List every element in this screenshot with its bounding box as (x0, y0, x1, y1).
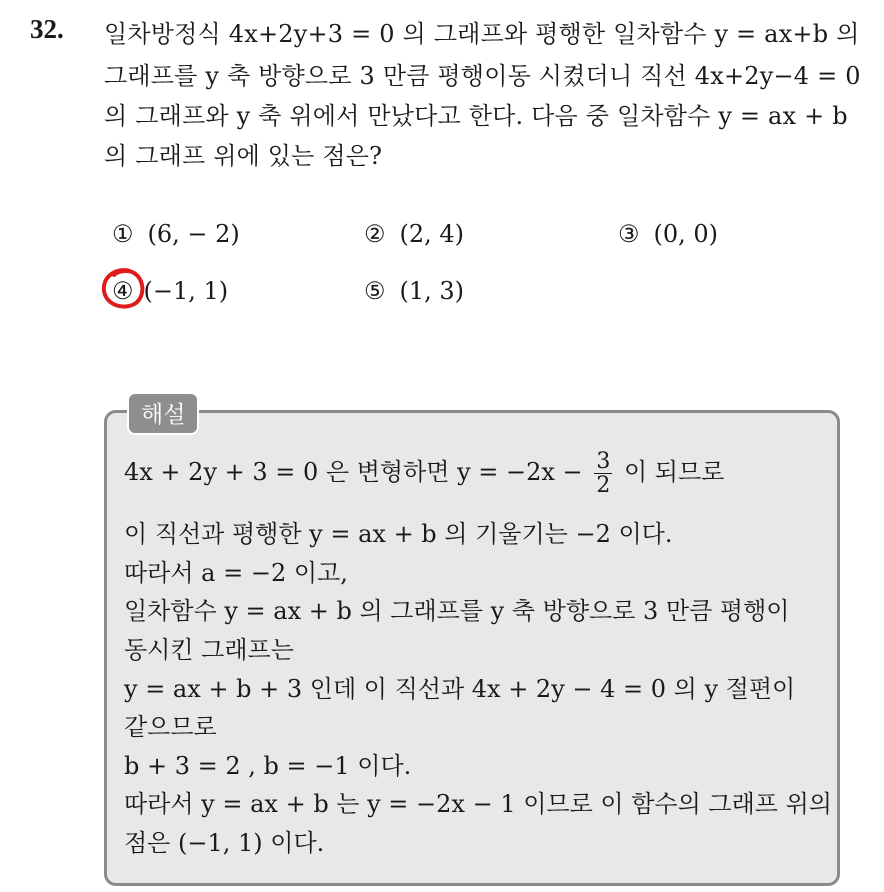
question-line-1: 일차방정식 4x+2y+3 = 0 의 그래프와 평행한 일차함수 y = ax+b 의 (104, 20, 860, 48)
choice-3-mark: ③ (618, 220, 640, 248)
choice-1-text: (6, − 2) (147, 220, 240, 248)
fraction-denominator: 2 (596, 473, 611, 499)
solution-line-7: 같으므로 (124, 713, 217, 741)
solution-line-1-after: 이 되므로 (623, 458, 725, 487)
choice-4-mark: ④ (112, 277, 134, 305)
question-line-2: 그래프를 y 축 방향으로 3 만큼 평행이동 시켰더니 직선 4x+2y−4 = 0 (104, 62, 861, 90)
solution-line-4: 일차함수 y = ax + b 의 그래프를 y 축 방향으로 3 만큼 평행이 (124, 597, 790, 625)
question-number: 32. (30, 14, 64, 44)
choice-1[interactable] (112, 220, 240, 248)
answer-circle-mark (98, 263, 148, 313)
solution-line-6: y = ax + b + 3 인데 이 직선과 4x + 2y − 4 = 0 의 y 절편이 (124, 675, 796, 703)
choice-2[interactable] (364, 220, 464, 248)
solution-line-1 (124, 450, 724, 497)
fraction-numerator: 3 (596, 449, 611, 474)
solution-line-1-before: 4x + 2y + 3 = 0 은 변형하면 y = −2x − (124, 458, 583, 487)
choice-3-text: (0, 0) (653, 220, 719, 248)
question-line-3: 의 그래프와 y 축 위에서 만났다고 한다. 다음 중 일차함수 y = ax + b (104, 102, 848, 130)
solution-line-5: 동시킨 그래프는 (124, 636, 294, 664)
choice-5[interactable] (364, 277, 464, 305)
solution-line-8: b + 3 = 2 , b = −1 이다. (124, 752, 412, 780)
solution-line-9: 따라서 y = ax + b 는 y = −2x − 1 이므로 이 함수의 그래프 위의 (124, 790, 832, 818)
choice-5-mark: ⑤ (364, 277, 386, 305)
fraction-three-halves (594, 450, 612, 497)
choice-1-mark: ① (112, 220, 134, 248)
choice-4-text: (−1, 1) (143, 277, 229, 305)
solution-tag: 해설 (127, 392, 199, 435)
solution-line-3: 따라서 a = −2 이고, (124, 559, 348, 587)
solution-line-2: 이 직선과 평행한 y = ax + b 의 기울기는 −2 이다. (124, 520, 673, 548)
choice-2-mark: ② (364, 220, 386, 248)
solution-line-10: 점은 (−1, 1) 이다. (124, 829, 325, 857)
choice-5-text: (1, 3) (399, 277, 465, 305)
choice-2-text: (2, 4) (399, 220, 465, 248)
choice-3[interactable] (618, 220, 718, 248)
question-line-4: 의 그래프 위에 있는 점은? (104, 142, 383, 170)
